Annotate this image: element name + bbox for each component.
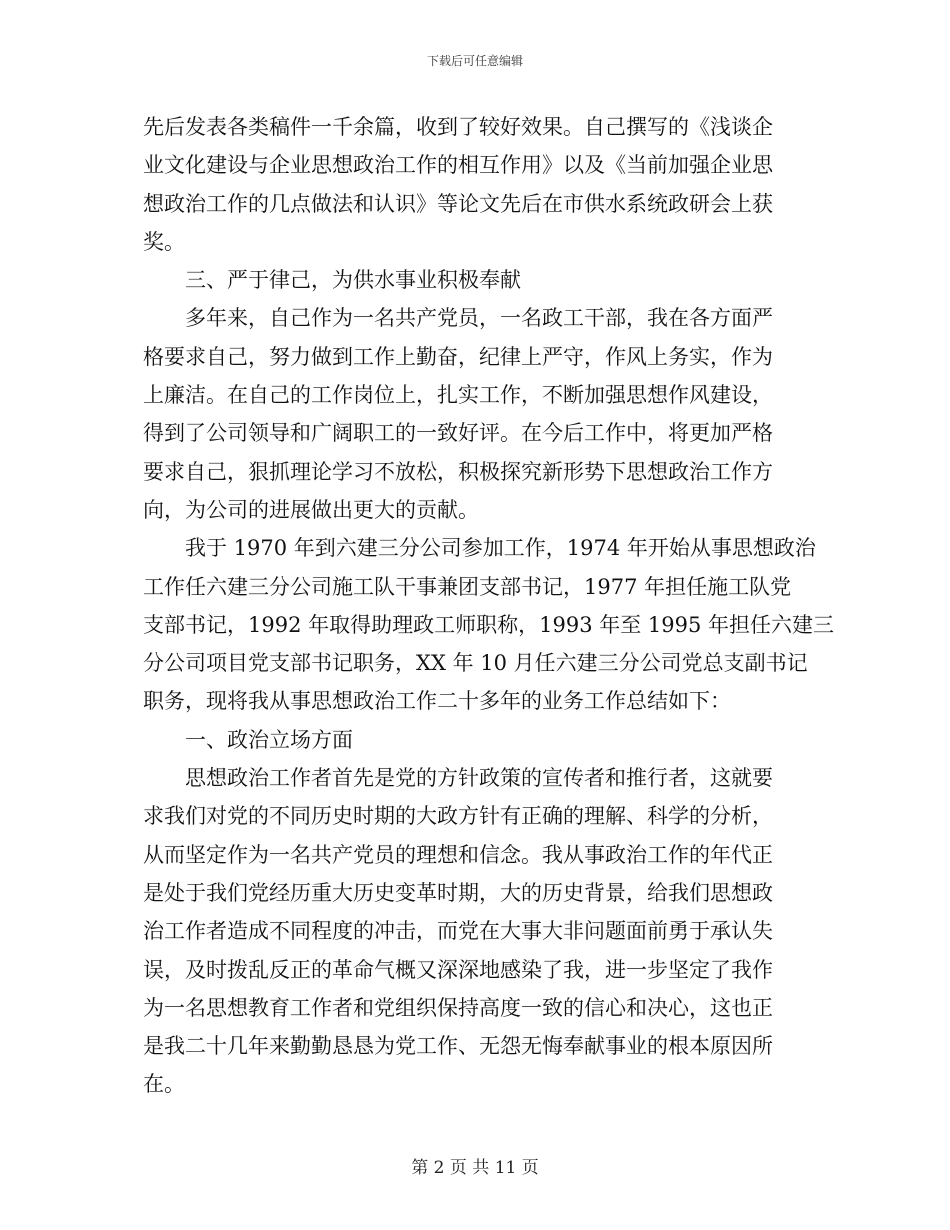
text-line: 格要求自己，努力做到工作上勤奋，纪律上严守，作风上务实，作为 [143, 344, 773, 369]
text-line: 得到了公司领导和广阔职工的一致好评。在今后工作中，将更加严格 [143, 421, 773, 446]
text-line: 想政治工作的几点做法和认识》等论文先后在市供水系统政研会上获 [143, 191, 773, 216]
text-line: 在。 [143, 1072, 185, 1097]
document-body [143, 108, 835, 1104]
page-header: 下载后可任意编辑 [426, 54, 523, 68]
text-line: 从而坚定作为一名共产党员的理想和信念。我从事政治工作的年代正 [143, 842, 773, 867]
text-line: 支部书记，1992 年取得助理政工师职称，1993 年至 1995 年担任六建三 [143, 612, 835, 637]
text-line: 职务，现将我从事思想政治工作二十多年的业务工作总结如下： [143, 689, 731, 714]
text-line: 为一名思想教育工作者和党组织保持高度一致的信心和决心，这也正 [143, 995, 773, 1020]
text-line: 先后发表各类稿件一千余篇，收到了较好效果。自己撰写的《浅谈企 [143, 115, 773, 139]
text-line: 是处于我们党经历重大历史变革时期，大的历史背景，给我们思想政 [143, 880, 773, 905]
text-line: 一、政治立场方面 [185, 727, 353, 752]
text-line: 多年来，自己作为一名共产党员，一名政工干部，我在各方面严 [185, 306, 773, 331]
text-line: 工作任六建三分公司施工队干事兼团支部书记，1977 年担任施工队党 [143, 574, 792, 599]
text-line: 求我们对党的不同历史时期的大政方针有正确的理解、科学的分析， [143, 804, 773, 829]
page-footer: 第 2 页 共 11 页 [411, 1158, 539, 1178]
text-line: 奖。 [143, 229, 185, 254]
text-line: 我于 1970 年到六建三分公司参加工作，1974 年开始从事思想政治 [185, 536, 816, 561]
text-line: 要求自己，狠抓理论学习不放松，积极探究新形势下思想政治工作方 [143, 459, 773, 484]
text-line: 三、严于律己，为供水事业积极奉献 [185, 268, 521, 293]
text-line: 业文化建设与企业思想政治工作的相互作用》以及《当前加强企业思 [143, 153, 773, 178]
text-line: 治工作者造成不同程度的冲击，而党在大事大非问题面前勇于承认失 [143, 919, 773, 944]
text-line: 分公司项目党支部书记职务，XX 年 10 月任六建三分公司党总支副书记 [143, 651, 808, 676]
text-line: 思想政治工作者首先是党的方针政策的宣传者和推行者，这就要 [185, 766, 773, 791]
text-line: 上廉洁。在自己的工作岗位上，扎实工作，不断加强思想作风建设， [143, 383, 773, 408]
text-line: 向，为公司的进展做出更大的贡献。 [143, 497, 479, 522]
text-line: 是我二十几年来勤勤恳恳为党工作、无怨无悔奉献事业的根本原因所 [143, 1034, 773, 1059]
text-line: 误，及时拨乱反正的革命气概又深深地感染了我，进一步坚定了我作 [143, 957, 773, 982]
